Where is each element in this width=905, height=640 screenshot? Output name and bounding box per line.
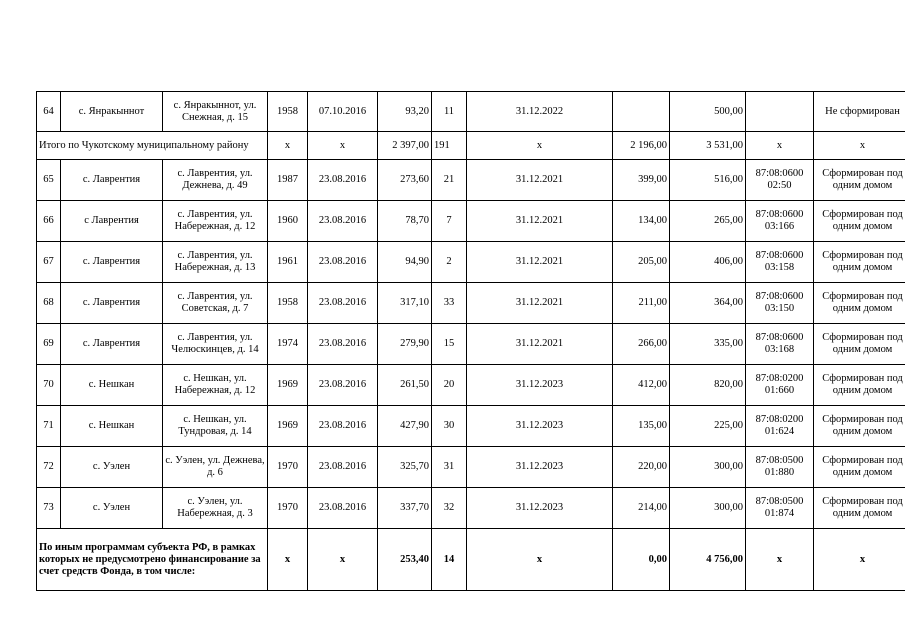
row-number: 70 <box>37 365 61 406</box>
address-cell: с. Нешкан, ул. Набережная, д. 12 <box>163 365 268 406</box>
settlement-cell: с. Лаврентия <box>61 160 163 201</box>
year-cell: 1960 <box>268 201 308 242</box>
col10-cell: 335,00 <box>670 324 746 365</box>
cadastral-cell: 87:08:0200 01:624 <box>746 406 814 447</box>
year-cell: 1970 <box>268 488 308 529</box>
col9-cell: 220,00 <box>613 447 670 488</box>
area-cell: 273,60 <box>378 160 432 201</box>
program-total-plan: x <box>467 529 613 591</box>
cadastral-cell <box>746 92 814 132</box>
program-total-row <box>37 529 905 591</box>
plan-date-cell: 31.12.2021 <box>467 283 613 324</box>
cadastral-cell: 87:08:0500 01:874 <box>746 488 814 529</box>
residents-cell: 21 <box>432 160 467 201</box>
col10-cell: 225,00 <box>670 406 746 447</box>
program-total-status: x <box>814 529 905 591</box>
date-cell: 23.08.2016 <box>308 242 378 283</box>
subtotal-area: 2 397,00 <box>378 132 432 160</box>
area-cell: 325,70 <box>378 447 432 488</box>
cadastral-cell: 87:08:0600 03:150 <box>746 283 814 324</box>
address-cell: с. Лаврентия, ул. Дежнева, д. 49 <box>163 160 268 201</box>
settlement-cell: с. Уэлен <box>61 447 163 488</box>
cadastral-cell: 87:08:0600 03:168 <box>746 324 814 365</box>
table-row <box>37 92 905 132</box>
subtotal-row <box>37 132 905 160</box>
row-number: 71 <box>37 406 61 447</box>
area-cell: 337,70 <box>378 488 432 529</box>
settlement-cell: с. Лаврентия <box>61 242 163 283</box>
table-row <box>37 406 905 447</box>
subtotal-col10: 3 531,00 <box>670 132 746 160</box>
plan-date-cell: 31.12.2023 <box>467 488 613 529</box>
date-cell: 23.08.2016 <box>308 283 378 324</box>
year-cell: 1969 <box>268 406 308 447</box>
program-total-cadastral: x <box>746 529 814 591</box>
settlement-cell: с. Нешкан <box>61 365 163 406</box>
area-cell: 279,90 <box>378 324 432 365</box>
register-table <box>36 91 905 591</box>
cadastral-cell: 87:08:0200 01:660 <box>746 365 814 406</box>
area-cell: 94,90 <box>378 242 432 283</box>
col9-cell: 266,00 <box>613 324 670 365</box>
plan-date-cell: 31.12.2021 <box>467 160 613 201</box>
subtotal-c1: x <box>268 132 308 160</box>
status-cell: Сформирован под одним домом <box>814 406 905 447</box>
cadastral-cell: 87:08:0500 01:880 <box>746 447 814 488</box>
cadastral-cell: 87:08:0600 02:50 <box>746 160 814 201</box>
row-number: 65 <box>37 160 61 201</box>
col9-cell: 399,00 <box>613 160 670 201</box>
table-row <box>37 324 905 365</box>
residents-cell: 32 <box>432 488 467 529</box>
plan-date-cell: 31.12.2021 <box>467 201 613 242</box>
residents-cell: 30 <box>432 406 467 447</box>
date-cell: 23.08.2016 <box>308 201 378 242</box>
col9-cell <box>613 92 670 132</box>
residents-cell: 15 <box>432 324 467 365</box>
col9-cell: 134,00 <box>613 201 670 242</box>
year-cell: 1987 <box>268 160 308 201</box>
status-cell: Сформирован под одним домом <box>814 488 905 529</box>
residents-cell: 33 <box>432 283 467 324</box>
status-cell: Сформирован под одним домом <box>814 324 905 365</box>
subtotal-col9: 2 196,00 <box>613 132 670 160</box>
year-cell: 1974 <box>268 324 308 365</box>
table-row <box>37 160 905 201</box>
col9-cell: 205,00 <box>613 242 670 283</box>
address-cell: с. Уэлен, ул. Дежнева, д. 6 <box>163 447 268 488</box>
settlement-cell: с. Лаврентия <box>61 283 163 324</box>
plan-date-cell: 31.12.2022 <box>467 92 613 132</box>
program-total-residents: 14 <box>432 529 467 591</box>
area-cell: 427,90 <box>378 406 432 447</box>
year-cell: 1961 <box>268 242 308 283</box>
subtotal-label: Итого по Чукотскому муниципальному району <box>37 132 268 160</box>
date-cell: 23.08.2016 <box>308 365 378 406</box>
date-cell: 07.10.2016 <box>308 92 378 132</box>
col10-cell: 300,00 <box>670 447 746 488</box>
subtotal-residents: 191 <box>432 132 467 160</box>
address-cell: с. Лаврентия, ул. Набережная, д. 13 <box>163 242 268 283</box>
residents-cell: 7 <box>432 201 467 242</box>
year-cell: 1969 <box>268 365 308 406</box>
row-number: 67 <box>37 242 61 283</box>
col9-cell: 211,00 <box>613 283 670 324</box>
residents-cell: 11 <box>432 92 467 132</box>
col10-cell: 516,00 <box>670 160 746 201</box>
cadastral-cell: 87:08:0600 03:158 <box>746 242 814 283</box>
cadastral-cell: 87:08:0600 03:166 <box>746 201 814 242</box>
col10-cell: 406,00 <box>670 242 746 283</box>
program-total-area: 253,40 <box>378 529 432 591</box>
table-row <box>37 283 905 324</box>
subtotal-c2: x <box>308 132 378 160</box>
settlement-cell: с. Лаврентия <box>61 324 163 365</box>
plan-date-cell: 31.12.2023 <box>467 447 613 488</box>
date-cell: 23.08.2016 <box>308 488 378 529</box>
table-row <box>37 447 905 488</box>
year-cell: 1970 <box>268 447 308 488</box>
area-cell: 93,20 <box>378 92 432 132</box>
table-row <box>37 242 905 283</box>
col10-cell: 820,00 <box>670 365 746 406</box>
status-cell: Сформирован под одним домом <box>814 283 905 324</box>
plan-date-cell: 31.12.2023 <box>467 365 613 406</box>
row-number: 68 <box>37 283 61 324</box>
subtotal-status: x <box>814 132 905 160</box>
address-cell: с. Лаврентия, ул. Набережная, д. 12 <box>163 201 268 242</box>
row-number: 64 <box>37 92 61 132</box>
table-row <box>37 201 905 242</box>
settlement-cell: с. Нешкан <box>61 406 163 447</box>
col10-cell: 500,00 <box>670 92 746 132</box>
col9-cell: 135,00 <box>613 406 670 447</box>
area-cell: 78,70 <box>378 201 432 242</box>
plan-date-cell: 31.12.2021 <box>467 242 613 283</box>
area-cell: 317,10 <box>378 283 432 324</box>
address-cell: с. Янракыннот, ул. Снежная, д. 15 <box>163 92 268 132</box>
residents-cell: 31 <box>432 447 467 488</box>
subtotal-cadastral: x <box>746 132 814 160</box>
settlement-cell: с. Янракыннот <box>61 92 163 132</box>
status-cell: Сформирован под одним домом <box>814 242 905 283</box>
residents-cell: 20 <box>432 365 467 406</box>
table-row <box>37 365 905 406</box>
date-cell: 23.08.2016 <box>308 406 378 447</box>
row-number: 72 <box>37 447 61 488</box>
row-number: 73 <box>37 488 61 529</box>
date-cell: 23.08.2016 <box>308 160 378 201</box>
address-cell: с. Уэлен, ул. Набережная, д. 3 <box>163 488 268 529</box>
status-cell: Сформирован под одним домом <box>814 201 905 242</box>
program-total-col9: 0,00 <box>613 529 670 591</box>
status-cell: Сформирован под одним домом <box>814 160 905 201</box>
col9-cell: 412,00 <box>613 365 670 406</box>
address-cell: с. Лаврентия, ул. Советская, д. 7 <box>163 283 268 324</box>
status-cell: Не сформирован <box>814 92 905 132</box>
address-cell: с. Нешкан, ул. Тундровая, д. 14 <box>163 406 268 447</box>
col10-cell: 364,00 <box>670 283 746 324</box>
address-cell: с. Лаврентия, ул. Челюскинцев, д. 14 <box>163 324 268 365</box>
program-total-label: По иным программам субъекта РФ, в рамках которых не предусмотрено финансирование за счет средств Фонда, в том числе: <box>37 529 268 591</box>
program-total-c2: x <box>308 529 378 591</box>
program-total-c1: x <box>268 529 308 591</box>
row-number: 69 <box>37 324 61 365</box>
area-cell: 261,50 <box>378 365 432 406</box>
settlement-cell: с Лаврентия <box>61 201 163 242</box>
year-cell: 1958 <box>268 92 308 132</box>
status-cell: Сформирован под одним домом <box>814 365 905 406</box>
residents-cell: 2 <box>432 242 467 283</box>
subtotal-plan: x <box>467 132 613 160</box>
col10-cell: 265,00 <box>670 201 746 242</box>
date-cell: 23.08.2016 <box>308 324 378 365</box>
status-cell: Сформирован под одним домом <box>814 447 905 488</box>
date-cell: 23.08.2016 <box>308 447 378 488</box>
table-row <box>37 488 905 529</box>
row-number: 66 <box>37 201 61 242</box>
plan-date-cell: 31.12.2023 <box>467 406 613 447</box>
settlement-cell: с. Уэлен <box>61 488 163 529</box>
table-body <box>37 92 905 591</box>
year-cell: 1958 <box>268 283 308 324</box>
col9-cell: 214,00 <box>613 488 670 529</box>
col10-cell: 300,00 <box>670 488 746 529</box>
program-total-col10: 4 756,00 <box>670 529 746 591</box>
plan-date-cell: 31.12.2021 <box>467 324 613 365</box>
